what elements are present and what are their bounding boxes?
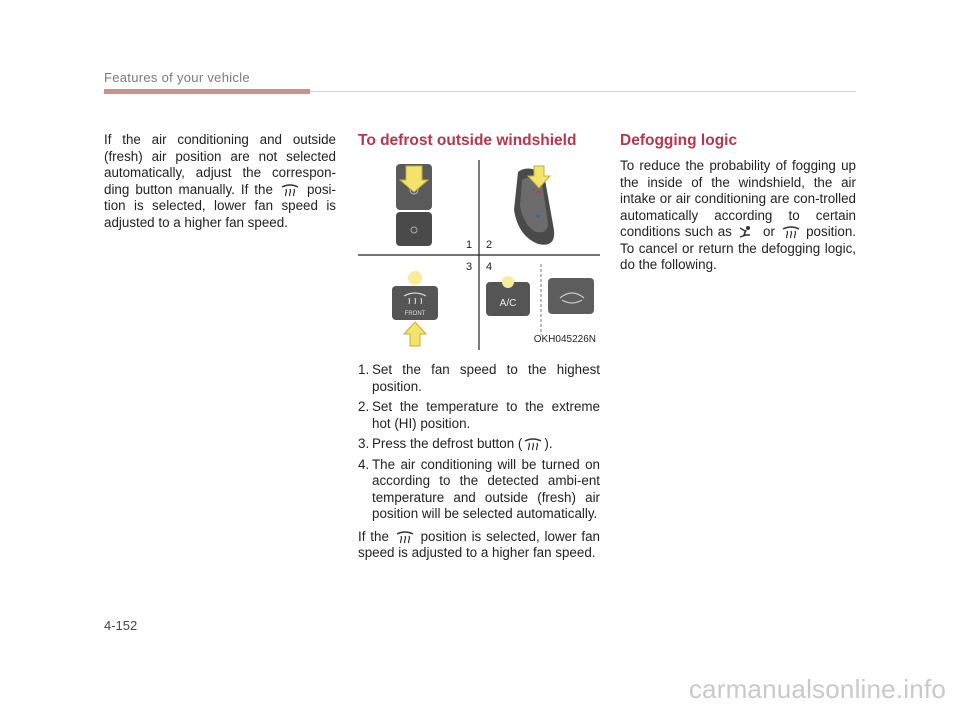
step-number: 4. [358, 456, 370, 472]
intro-text-b: posi-tion is selected, lower fan speed is adjusted to a higher fan speed. [104, 181, 336, 230]
defrost-figure [358, 160, 600, 350]
page-number: 4-152 [104, 618, 138, 633]
windshield-defrost-icon [394, 530, 416, 544]
step-item [358, 399, 600, 432]
defrost-illustration [358, 160, 600, 350]
windshield-defrost-icon [522, 437, 544, 451]
step-text: Press the defrost button ( [372, 436, 523, 451]
step-text: The air conditioning will be turned on according to the detected ambi-ent temperature and outside (fresh) air position will be selected automatically. [372, 456, 600, 521]
intro-column [104, 132, 336, 231]
ac-button-label: A/C [499, 298, 517, 309]
step-text-end: ). [544, 436, 553, 451]
step-number: 1. [358, 362, 370, 377]
windshield-defrost-icon [780, 225, 802, 239]
defrost-note [358, 529, 600, 562]
defogging-text-a: To reduce the probability of fogging up the inside of the windshield, the air intake or air conditioning are con-trolled automatically according to certain conditions such as [620, 158, 856, 239]
watermark: carmanualsonline.info [688, 674, 946, 704]
defrost-steps [358, 362, 600, 523]
defogging-column [620, 132, 856, 274]
figure-label-4: 4 [486, 261, 493, 273]
floor-defrost-icon [736, 225, 758, 239]
intro-paragraph [104, 132, 336, 231]
defogging-heading: Defogging logic [620, 132, 738, 149]
note-text-a: If the [358, 528, 389, 544]
step-item [358, 436, 600, 453]
step-item [358, 362, 600, 395]
figure-label-3: 3 [466, 261, 473, 273]
step-number: 2. [358, 399, 370, 414]
header-title: Features of your vehicle [104, 70, 250, 85]
figure-label-1: 1 [466, 239, 473, 251]
intro-text-a: If the air conditioning and outside (fresh) air position are not selected automatically, adjust the correspon-ding button manually. If the [104, 132, 336, 197]
step-text: Set the fan speed to the highest position. [372, 362, 600, 394]
defogging-text-or: or [763, 224, 775, 239]
defogging-text-b: position. To cancel or return the defogging logic, do the following. [620, 224, 856, 272]
note-text-b: position is selected, lower fan speed is adjusted to a higher fan speed. [358, 528, 600, 560]
step-item [358, 457, 600, 523]
step-number: 3. [358, 436, 370, 451]
header-bar-rule [310, 91, 856, 92]
windshield-defrost-icon [279, 183, 301, 197]
step-text: Set the temperature to the extreme hot (HI) position. [372, 399, 600, 431]
figure-label-2: 2 [486, 239, 493, 251]
figure-code: OKH045226N [533, 333, 596, 345]
header-bar-accent [104, 89, 310, 94]
defogging-paragraph [620, 158, 856, 274]
defrost-column [358, 132, 600, 562]
defrost-heading: To defrost outside windshield [358, 132, 577, 149]
front-button-label: FRONT [404, 311, 426, 317]
fan-speed-panel [396, 164, 432, 246]
